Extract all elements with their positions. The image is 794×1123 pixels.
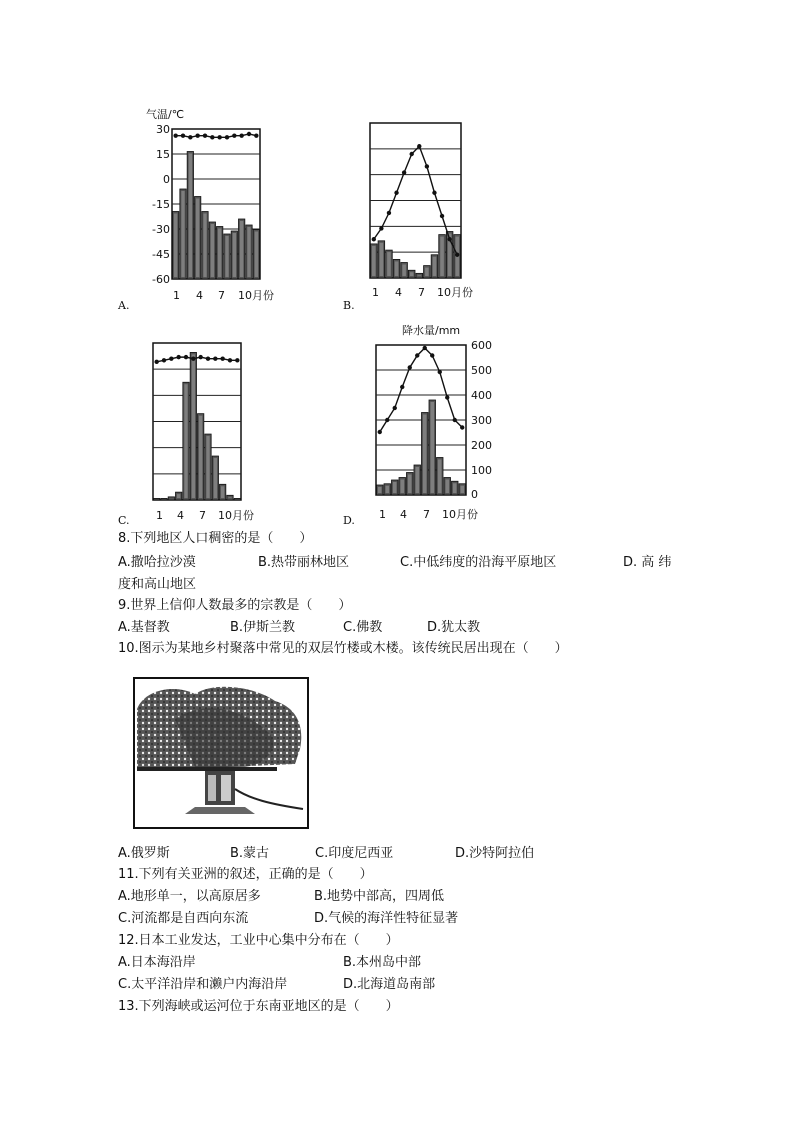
question-10-option-b[interactable]: B.蒙古 bbox=[230, 846, 270, 861]
chart-d-y2label: 降水量/mm bbox=[402, 324, 461, 337]
chart-b-xticks bbox=[372, 286, 473, 299]
chart-c-xtick: 4 bbox=[177, 509, 184, 522]
chart-d-y2ticks bbox=[471, 339, 492, 501]
chart-d-xtick: 1 bbox=[379, 508, 386, 521]
question-13-stem: 13.下列海峡或运河位于东南亚地区的是（ ） bbox=[118, 999, 399, 1014]
chart-b-precip-bar-fill bbox=[402, 265, 406, 277]
chart-b-temp-point bbox=[410, 152, 414, 156]
chart-b-xtick: 10月份 bbox=[437, 286, 473, 299]
chart-c-temp-point bbox=[206, 357, 210, 361]
question-9-option-b[interactable]: B.伊斯兰教 bbox=[230, 620, 296, 635]
chart-d-precip-bar-fill bbox=[401, 480, 405, 494]
chart-d-temp-line bbox=[380, 348, 463, 432]
chart-d-y2tick: 300 bbox=[471, 414, 492, 427]
chart-b-precip-bar-fill bbox=[440, 237, 444, 276]
chart-c-precip-bar bbox=[154, 498, 160, 500]
climate-chart-a bbox=[140, 104, 275, 304]
chart-d-temp-point bbox=[393, 406, 397, 410]
chart-a-ytick: 15 bbox=[156, 148, 170, 161]
chart-a-option-label: A. bbox=[118, 299, 130, 312]
chart-c-temp-point bbox=[184, 355, 188, 359]
chart-b-precip-bar-fill bbox=[425, 268, 429, 276]
chart-c-temp-point bbox=[162, 358, 166, 362]
chart-d-temp-point bbox=[430, 353, 434, 357]
question-8-option-c[interactable]: C.中低纬度的沿海平原地区 bbox=[400, 555, 557, 570]
chart-d-precip-bar-fill bbox=[378, 487, 382, 493]
chart-b-option-label: B. bbox=[343, 299, 355, 312]
chart-c-temp-point bbox=[154, 360, 158, 364]
chart-a-temp-point bbox=[232, 133, 236, 137]
chart-a-ytick: -45 bbox=[152, 248, 170, 261]
chart-a-precip-bar-fill bbox=[174, 214, 177, 278]
question-11-option-c[interactable]: C.河流都是自西向东流 bbox=[118, 911, 249, 926]
chart-a-temp-point bbox=[254, 133, 258, 137]
climate-chart-d bbox=[370, 320, 505, 522]
chart-d-y2tick: 400 bbox=[471, 389, 492, 402]
chart-c-plot bbox=[153, 343, 241, 500]
question-8-option-a[interactable]: A.撒哈拉沙漠 bbox=[118, 555, 196, 570]
chart-b-temp-point bbox=[394, 191, 398, 195]
chart-c-temp-point bbox=[228, 358, 232, 362]
chart-a-yticks bbox=[152, 123, 170, 286]
question-11-option-a[interactable]: A.地形单一，以高原居多 bbox=[118, 889, 261, 904]
chart-a-temp-point bbox=[173, 133, 177, 137]
chart-d-temp-point bbox=[445, 395, 449, 399]
chart-a-temp-point bbox=[195, 133, 199, 137]
chart-a-temp-point bbox=[181, 133, 185, 137]
chart-a-ytick: -60 bbox=[152, 273, 170, 286]
question-12-option-c[interactable]: C.太平洋沿岸和濑户内海沿岸 bbox=[118, 977, 288, 992]
chart-d-precip-bar-fill bbox=[423, 415, 427, 494]
chart-a-precip-bar-fill bbox=[247, 227, 250, 277]
chart-a-precip-bar-fill bbox=[218, 229, 221, 278]
chart-a-temp-point bbox=[225, 135, 229, 139]
chart-d-precip-bar-fill bbox=[386, 486, 390, 493]
chart-a-precip-bar-fill bbox=[255, 232, 258, 278]
chart-b-temp-point bbox=[440, 214, 444, 218]
chart-d-temp-point bbox=[378, 430, 382, 434]
chart-a-precip-bar-fill bbox=[181, 191, 184, 277]
chart-c-xtick: 1 bbox=[156, 509, 163, 522]
chart-b-temp-point bbox=[387, 211, 391, 215]
chart-b-precip-bar-fill bbox=[433, 257, 437, 276]
chart-a-temp-point bbox=[210, 135, 214, 139]
chart-a-xtick: 1 bbox=[173, 289, 180, 302]
chart-a-xtick: 4 bbox=[196, 289, 203, 302]
question-12-option-b[interactable]: B.本州岛中部 bbox=[343, 955, 422, 970]
chart-d-xtick: 4 bbox=[400, 508, 407, 521]
question-9-option-c[interactable]: C.佛教 bbox=[343, 620, 383, 635]
chart-d-y2tick: 0 bbox=[471, 488, 478, 501]
chart-a-precip-bar-fill bbox=[189, 154, 192, 278]
chart-a-temp-line bbox=[176, 134, 257, 137]
chart-d-temp-point bbox=[460, 425, 464, 429]
chart-d-precip-bar-fill bbox=[408, 475, 412, 494]
chart-c-temp-point bbox=[213, 357, 217, 361]
chart-c-precip-bar bbox=[168, 497, 174, 500]
chart-c-temp-point bbox=[235, 358, 239, 362]
question-9-option-a[interactable]: A.基督教 bbox=[118, 620, 170, 635]
chart-d-precip-bar-fill bbox=[438, 460, 442, 494]
chart-c-precip-bar-fill bbox=[199, 416, 202, 498]
chart-a-ytick: 30 bbox=[156, 123, 170, 136]
chart-a-precip-bar-fill bbox=[196, 199, 199, 278]
chart-d-y2tick: 500 bbox=[471, 364, 492, 377]
chart-c-xticks bbox=[156, 509, 254, 522]
climate-chart-c bbox=[148, 335, 263, 525]
chart-c-temp-point bbox=[191, 357, 195, 361]
chart-b-xtick: 1 bbox=[372, 286, 379, 299]
chart-d-y2tick: 600 bbox=[471, 339, 492, 352]
chart-b-precip-bar-fill bbox=[395, 261, 399, 276]
question-10-option-d[interactable]: D.沙特阿拉伯 bbox=[455, 846, 535, 861]
question-11-stem: 11.下列有关亚洲的叙述，正确的是（ ） bbox=[118, 867, 373, 882]
chart-d-plot bbox=[376, 345, 466, 495]
chart-c-precip-bar bbox=[161, 498, 167, 500]
chart-b-temp-point bbox=[417, 144, 421, 148]
question-8-option-d[interactable]: D. 高 纬 bbox=[623, 555, 672, 570]
chart-b-precip-bar-fill bbox=[372, 246, 376, 276]
question-12-stem: 12.日本工业发达，工业中心集中分布在（ ） bbox=[118, 933, 399, 948]
chart-d-precip-bar-fill bbox=[416, 467, 420, 493]
chart-b-temp-point bbox=[372, 237, 376, 241]
chart-d-temp-point bbox=[453, 418, 457, 422]
chart-d-temp-point bbox=[385, 418, 389, 422]
chart-d-precip-bar-fill bbox=[431, 402, 435, 493]
climate-chart-b bbox=[365, 118, 485, 300]
chart-d-precip-bar-fill bbox=[393, 482, 397, 493]
chart-b-temp-point bbox=[402, 170, 406, 174]
chart-d-option-label: D. bbox=[343, 514, 355, 527]
chart-a-xtick: 7 bbox=[218, 289, 225, 302]
question-9-option-d[interactable]: D.犹太教 bbox=[427, 620, 481, 635]
chart-d-xticks bbox=[379, 508, 478, 521]
chart-b-temp-point bbox=[455, 253, 459, 257]
chart-a-precip-bar-fill bbox=[240, 221, 243, 277]
question-8-option-b[interactable]: B.热带丽林地区 bbox=[258, 555, 350, 570]
chart-a-temp-point bbox=[203, 133, 207, 137]
chart-c-temp-point bbox=[198, 355, 202, 359]
chart-d-temp-point bbox=[400, 385, 404, 389]
chart-a-ytick: -15 bbox=[152, 198, 170, 211]
question-8-stem: 8.下列地区人口稠密的是（ ） bbox=[118, 531, 313, 546]
chart-c-precip-bar-fill bbox=[228, 497, 231, 498]
chart-c-precip-bar-fill bbox=[214, 458, 217, 498]
chart-b-temp-point bbox=[425, 164, 429, 168]
question-11-option-d[interactable]: D.气候的海洋性特征显著 bbox=[314, 911, 459, 926]
chart-c-precip-bar bbox=[234, 498, 240, 500]
chart-c-temp-point bbox=[220, 357, 224, 361]
chart-c-precip-bar-fill bbox=[206, 436, 209, 498]
chart-c-temp-line bbox=[157, 357, 238, 362]
question-8-option-d-continued: 度和高山地区 bbox=[118, 577, 197, 592]
chart-b-precip-bar-fill bbox=[387, 252, 391, 276]
chart-d-temp-point bbox=[438, 370, 442, 374]
chart-d-precip-bar-fill bbox=[461, 486, 465, 493]
question-11-option-b[interactable]: B.地势中部高，四周低 bbox=[314, 889, 445, 904]
question-12-option-a[interactable]: A.日本海沿岸 bbox=[118, 955, 196, 970]
chart-c-xtick: 10月份 bbox=[218, 509, 254, 522]
chart-c-precip-bar-fill bbox=[177, 494, 180, 498]
chart-a-precip-bar-fill bbox=[203, 214, 206, 278]
chart-b-xtick: 4 bbox=[395, 286, 402, 299]
chart-a-temp-point bbox=[188, 135, 192, 139]
chart-b-plot bbox=[370, 123, 461, 278]
question-12-option-d[interactable]: D.北海道岛南部 bbox=[343, 977, 436, 992]
chart-c-precip-bar-fill bbox=[184, 384, 187, 498]
question-10-option-c[interactable]: C.印度尼西亚 bbox=[315, 846, 394, 861]
chart-b-temp-point bbox=[447, 237, 451, 241]
chart-a-ylabel: 气温/℃ bbox=[146, 108, 185, 121]
chart-d-temp-point bbox=[423, 346, 427, 350]
stilt-house-photo bbox=[133, 677, 309, 829]
question-10-option-a[interactable]: A.俄罗斯 bbox=[118, 846, 170, 861]
chart-d-precip-bar-fill bbox=[453, 483, 457, 493]
chart-d-y2tick: 100 bbox=[471, 464, 492, 477]
chart-a-temp-point bbox=[217, 135, 221, 139]
chart-a-ytick: 0 bbox=[163, 173, 170, 186]
chart-d-y2tick: 200 bbox=[471, 439, 492, 452]
chart-a-ytick: -30 bbox=[152, 223, 170, 236]
chart-a-temp-point bbox=[239, 133, 243, 137]
chart-b-xtick: 7 bbox=[418, 286, 425, 299]
chart-d-temp-point bbox=[415, 353, 419, 357]
chart-d-xtick: 7 bbox=[423, 508, 430, 521]
chart-a-xtick: 10月份 bbox=[238, 289, 274, 302]
chart-b-precip-bar-fill bbox=[410, 272, 414, 276]
chart-b-temp-point bbox=[379, 226, 383, 230]
chart-a-plot bbox=[172, 129, 260, 279]
chart-b-precip-bar-fill bbox=[380, 243, 384, 276]
chart-c-xtick: 7 bbox=[199, 509, 206, 522]
chart-c-option-label: C. bbox=[118, 514, 130, 527]
chart-b-temp-point bbox=[432, 191, 436, 195]
chart-d-precip-bar-fill bbox=[446, 480, 450, 494]
chart-d-temp-point bbox=[408, 365, 412, 369]
chart-c-temp-point bbox=[176, 355, 180, 359]
chart-a-precip-bar-fill bbox=[211, 224, 214, 277]
chart-a-precip-bar-fill bbox=[233, 233, 236, 277]
chart-a-xticks bbox=[173, 289, 274, 302]
chart-d-xtick: 10月份 bbox=[442, 508, 478, 521]
chart-b-precip-bar-fill bbox=[418, 275, 422, 276]
chart-c-temp-point bbox=[169, 357, 173, 361]
stilt-house-image bbox=[135, 679, 307, 827]
question-10-stem: 10.图示为某地乡村聚落中常见的双层竹楼或木楼。该传统民居出现在（ ） bbox=[118, 641, 568, 656]
chart-a-precip-bar-fill bbox=[225, 236, 228, 277]
chart-c-precip-bar-fill bbox=[221, 486, 224, 498]
chart-c-precip-bar-fill bbox=[192, 354, 195, 498]
chart-a-temp-point bbox=[247, 132, 251, 136]
question-9-stem: 9.世界上信仰人数最多的宗教是（ ） bbox=[118, 598, 352, 613]
